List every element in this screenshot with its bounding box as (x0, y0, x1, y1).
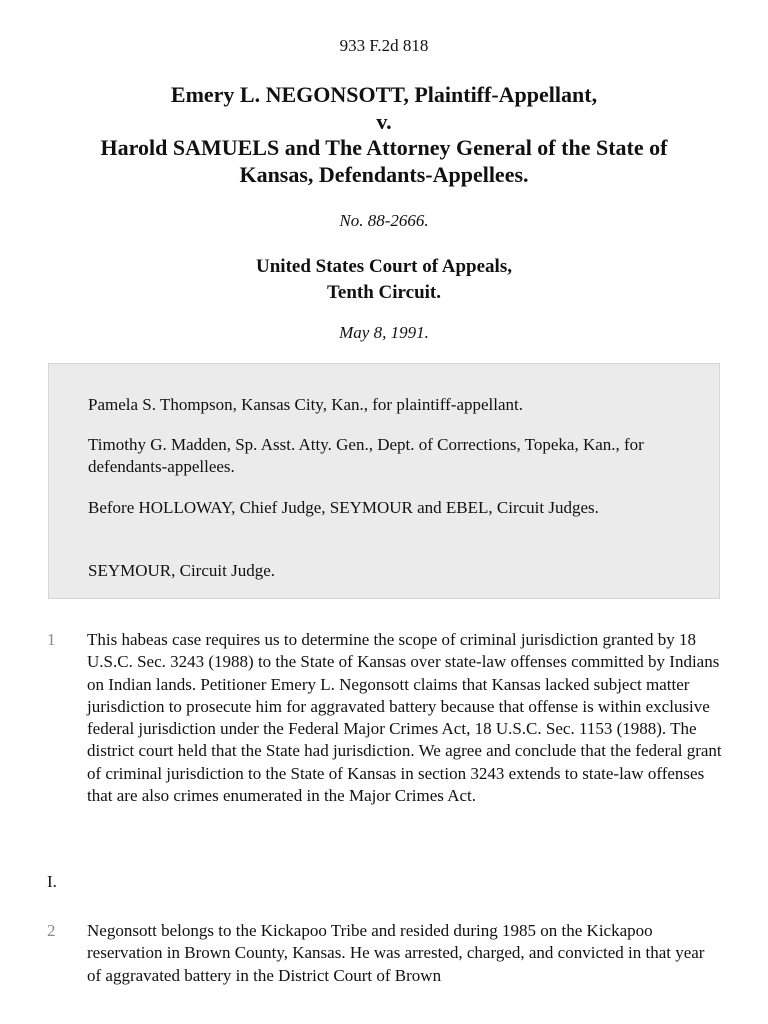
docket-number: No. 88-2666. (339, 211, 429, 230)
court-name-line-2: Tenth Circuit. (326, 282, 442, 303)
decision-date: May 8, 1991. (339, 323, 429, 342)
appellees-name-line-2: Kansas, Defendants-Appellees. (239, 161, 529, 187)
paragraph-number: 2 (47, 921, 56, 940)
paragraph-text: Negonsott belongs to the Kickapoo Tribe and resided during 1985 on the Kickapoo reservation in Brown County, Kansas. He was arrested, charged, and convicted in that year of aggravated battery in the District Court of Brown (87, 921, 705, 985)
paragraph-number: 1 (47, 630, 56, 649)
case-citation: 933 F.2d 818 (339, 36, 429, 55)
paragraph-text: This habeas case requires us to determine the scope of criminal jurisdiction granted by 18 U.S.C. Sec. 3243 (1988) to the State of Kansas over state-law offenses committed by Indians on Indian lands. Petitioner Emery L. Negonsott claims that Kansas lacked subject matter jurisdiction to prosecute him for aggravated battery because that offense is within exclusive federal jurisdiction under the Federal Major Crimes Act, 18 U.S.C. Sec. 1153 (1988). The district court held that the State had jurisdiction. We agree and conclude that the federal grant of criminal jurisdiction to the State of Kansas in section 3243 extends to state-law offenses that are also crimes enumerated in the Major Crimes Act. (87, 630, 722, 806)
court-name (0, 254, 768, 306)
versus-label: v. (376, 108, 392, 134)
court-name-line-1: United States Court of Appeals, (256, 256, 512, 277)
opinion-author: SEYMOUR, Circuit Judge. (88, 561, 275, 580)
judges-panel: Before HOLLOWAY, Chief Judge, SEYMOUR and EBEL, Circuit Judges. (88, 498, 599, 517)
appellant-name: Emery L. NEGONSOTT, Plaintiff-Appellant, (170, 82, 598, 107)
counsel-panel (48, 363, 720, 599)
appellee-counsel: Timothy G. Madden, Sp. Asst. Atty. Gen., Dept. of Corrections, Topeka, Kan., for defendants-appellees. (88, 435, 644, 476)
section-heading: I. (47, 872, 57, 891)
appellant-counsel: Pamela S. Thompson, Kansas City, Kan., for plaintiff-appellant. (88, 395, 524, 414)
appellees-name-line-1: Harold SAMUELS and The Attorney General of the State of (100, 135, 668, 160)
case-caption (40, 82, 728, 188)
